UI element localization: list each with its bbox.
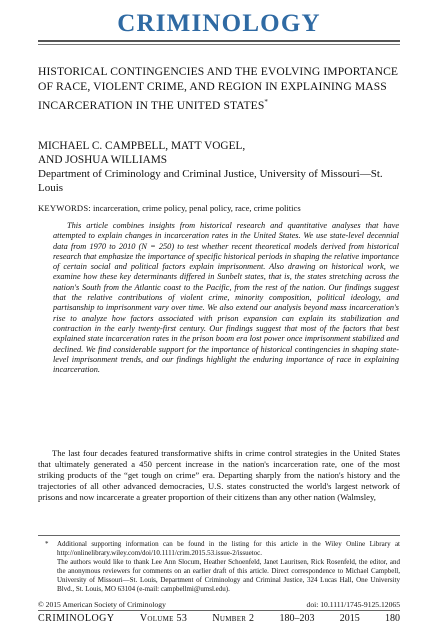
header-rule bbox=[38, 40, 400, 42]
header-rule-thin bbox=[38, 44, 400, 45]
keywords bbox=[38, 203, 408, 214]
citation-year: 2015 bbox=[339, 613, 360, 624]
footnote-supporting-info: Additional supporting information can be found in the listing for this article in the Wiley Online Library at http://onlinelibrary.wiley.com/doi/10.1111/crim.2015.53.issue-2/issuetoc. bbox=[57, 540, 400, 557]
article-title-text: HISTORICAL CONTINGENCIES AND THE EVOLVING IMPORTANCE OF RACE, VIOLENT CRIME, AND REGION IN EXPLAINING MASS INCARCERATION IN THE UNITED STATES bbox=[38, 65, 399, 112]
footnote-rule bbox=[38, 535, 400, 536]
authors-line-2: AND JOSHUA WILLIAMS bbox=[38, 153, 168, 166]
footnote-acknowledgments: The authors would like to thank Lee Ann Slocum, Heather Schoenfeld, Janet Lauritsen, Rick Rosenfeld, the editor, and the anonymous reviewers for comments on an earlier draft of this article. Direct correspondence to Michael Campbell, University of Missouri—St. Louis, Department of Criminology and Criminal Justice, 324 Lucas Hall, One University Blvd., St. Louis, MO 63104 (e-mail: campbellmi@umsl.edu). bbox=[57, 557, 400, 593]
article-title bbox=[38, 65, 400, 113]
body-paragraph: The last four decades featured transformative shifts in crime control strategies in the United States that ultimately generated a 450 percent increase in the nation's incarceration rate, one of the most striking products of the “get tough on crime” era. Departing sharply from the nation's history and the trajectories of all other advanced democracies, U.S. states constructed the world's largest network of prisons and now incarcerate a greater proportion of their citizens than any other nation (Walmsley, bbox=[38, 448, 400, 502]
affiliation: Department of Criminology and Criminal Justice, University of Missouri—St. Louis bbox=[38, 168, 383, 194]
keywords-text: incarceration, crime policy, penal policy, race, crime politics bbox=[93, 203, 301, 213]
journal-name: CRIMINOLOGY bbox=[117, 10, 321, 37]
footer-rule bbox=[38, 610, 400, 611]
keywords-label: KEYWORDS: bbox=[38, 203, 91, 213]
title-footnote-mark[interactable]: * bbox=[264, 97, 268, 106]
footnote-mark: * bbox=[45, 540, 49, 548]
citation-journal: CRIMINOLOGY bbox=[38, 613, 115, 624]
page-number: 180 bbox=[384, 613, 400, 624]
copyright: © 2015 American Society of Criminology bbox=[38, 600, 166, 609]
citation-pages: 180–203 bbox=[279, 613, 315, 624]
footnote bbox=[57, 540, 400, 593]
citation-number: Number 2 bbox=[212, 613, 255, 624]
author-list bbox=[38, 140, 400, 168]
citation-volume: Volume 53 bbox=[139, 613, 188, 624]
citation-line bbox=[38, 613, 400, 624]
doi[interactable]: doi: 10.1111/1745-9125.12065 bbox=[306, 600, 400, 609]
authors-line-1: MICHAEL C. CAMPBELL, MATT VOGEL, bbox=[38, 140, 246, 152]
abstract: This article combines insights from historical research and quantitative analyses that have attempted to explain changes in incarceration rates in the United States. We use state-level decennial data from 1970 to 2010 (N = 250) to test whether recent theoretical models derived from historical research that emphasize the importance of specific historical periods in shaping the relative importance of certain social and political factors explain imprisonment. Also drawing on historical work, we examine how these key determinants differed in Sunbelt states, that is, the states stretching across the nation's South from the Atlantic coast to the Pacific, from the rest of the nation. Our findings suggest that the relative contributions of violent crime, minority composition, political ideology, and partisanship to imprisonment vary over time. We also extend our analysis beyond mass incarceration's rise to analyze how factors associated with prison expansion can explain its stabilization and contraction in the early twenty-first century. Our findings suggest that most of the factors that best explained state incarceration rates in the prison boom era lost power once imprisonment stabilized and declined. We find considerable support for the importance of historical contingencies in shaping state-level imprisonment trends, and our findings highlight the enduring importance of race in explaining incarceration. bbox=[53, 221, 399, 375]
